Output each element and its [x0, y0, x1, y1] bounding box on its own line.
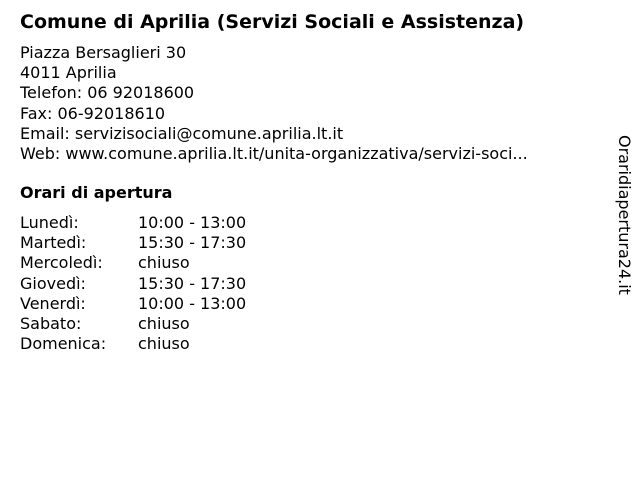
fax-line: Fax: 06-92018610 [20, 103, 166, 123]
time-value: 15:30 - 17:30 [138, 273, 247, 293]
day-label: Giovedì: [20, 273, 86, 293]
day-label: Lunedì: [20, 213, 79, 232]
day-label: Martedì: [20, 233, 87, 253]
time-value: 10:00 - 13:00 [138, 293, 247, 313]
day-label: Domenica: [20, 334, 107, 354]
hours-heading: Orari di apertura [20, 183, 173, 202]
web-line: Web: www.comune.aprilia.lt.it/unita-organizzativa/servizi-soci... [20, 144, 528, 164]
day-label: Mercoledì: [20, 253, 103, 273]
contact-info [20, 43, 528, 164]
day-label: Sabato: [20, 313, 82, 333]
time-value: chiuso [138, 334, 190, 354]
time-value: 10:00 - 13:00 [138, 213, 247, 232]
day-label: Venerdì: [20, 293, 86, 313]
city-line: 4011 Aprilia [20, 63, 117, 83]
site-watermark: Oraridiapertura24.it [615, 135, 634, 295]
email-line: Email: servizisociali@comune.aprilia.lt.it [20, 123, 344, 143]
address-line: Piazza Bersaglieri 30 [20, 43, 187, 62]
phone-line: Telefon: 06 92018600 [20, 83, 195, 103]
page-title: Comune di Aprilia (Servizi Sociali e Assistenza) [20, 11, 525, 33]
time-value: chiuso [138, 253, 190, 273]
time-value: chiuso [138, 313, 190, 333]
time-value: 15:30 - 17:30 [138, 233, 247, 253]
